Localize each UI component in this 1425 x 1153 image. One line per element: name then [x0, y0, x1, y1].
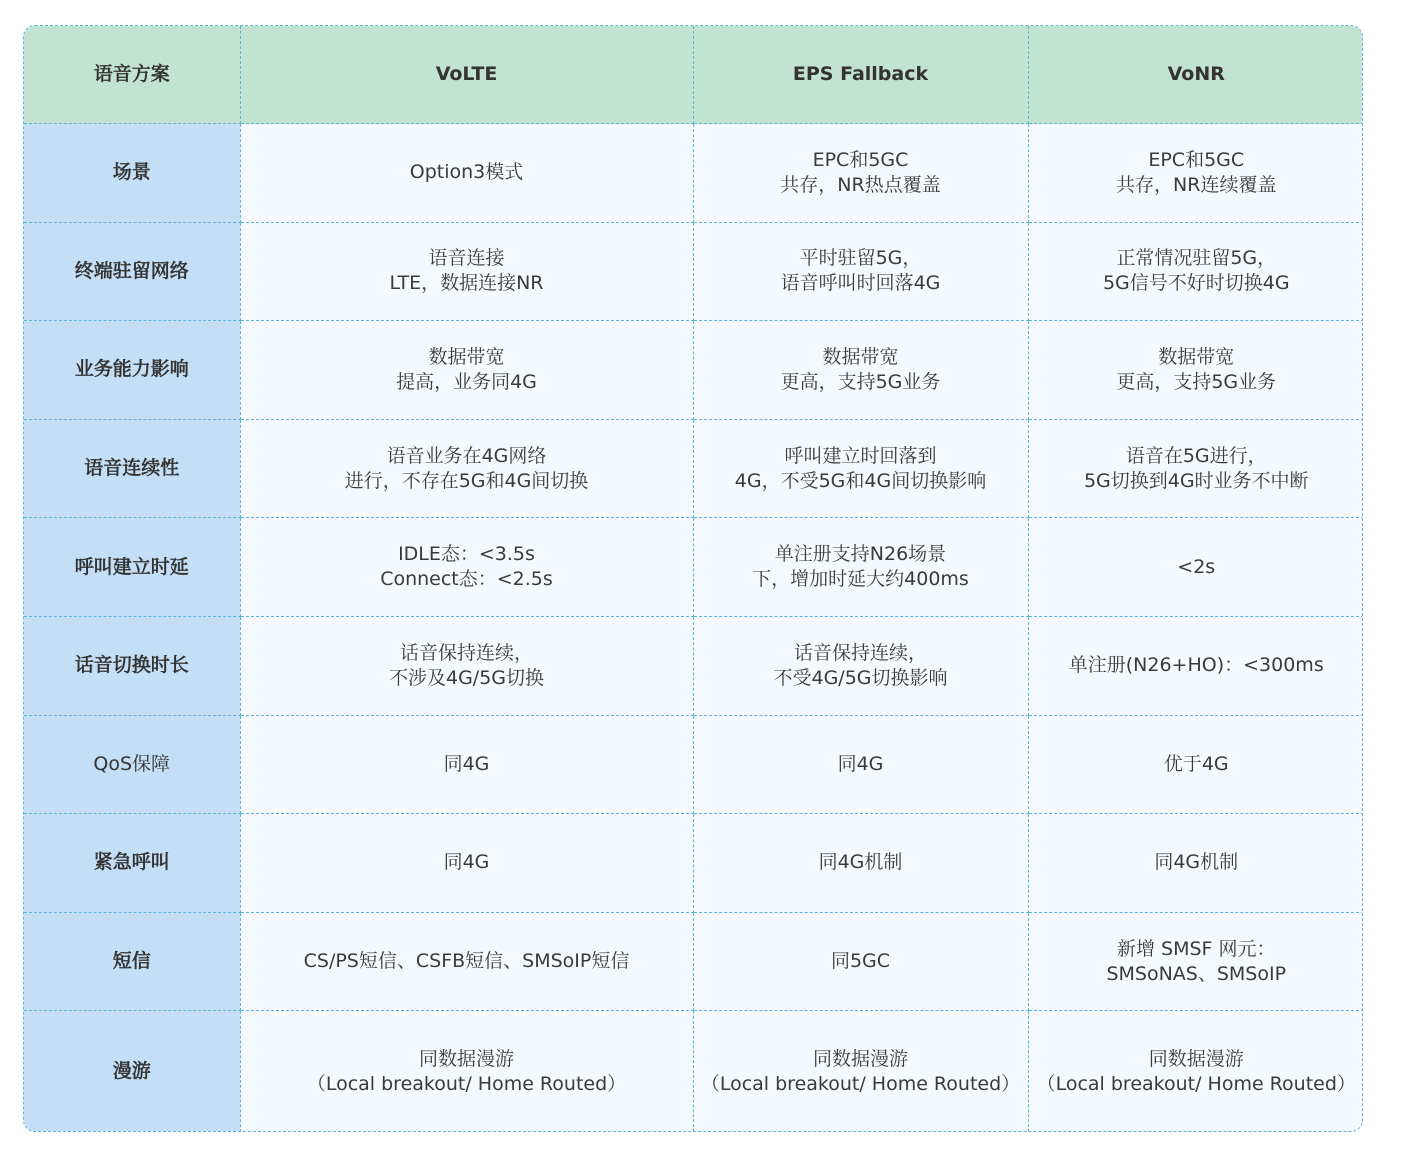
eps-fallback-cell: 同数据漫游 （Local breakout/ Home Routed）: [693, 1011, 1028, 1132]
vonr-cell: 正常情况驻留5G， 5G信号不好时切换4G: [1028, 222, 1363, 321]
eps-fallback-cell: 话音保持连续， 不受4G/5G切换影响: [693, 616, 1028, 715]
eps-fallback-cell: 单注册支持N26场景 下，增加时延大约400ms: [693, 518, 1028, 617]
row-label: 语音连续性: [24, 419, 240, 518]
vonr-cell: 新增 SMSF 网元： SMSoNAS、SMSoIP: [1028, 912, 1363, 1011]
eps-fallback-cell: EPC和5GC 共存，NR热点覆盖: [693, 124, 1028, 223]
row-label: 话音切换时长: [24, 616, 240, 715]
header-row: [24, 26, 1363, 124]
table-row: [24, 321, 1363, 420]
vonr-cell: 单注册(N26+HO)：<300ms: [1028, 616, 1363, 715]
volte-cell: 同数据漫游 （Local breakout/ Home Routed）: [240, 1011, 693, 1132]
header-cell-eps-fallback: EPS Fallback: [693, 26, 1028, 124]
eps-fallback-cell: 同4G机制: [693, 814, 1028, 913]
row-label: 漫游: [24, 1011, 240, 1132]
volte-cell: CS/PS短信、CSFB短信、SMSoIP短信: [240, 912, 693, 1011]
vonr-cell: <2s: [1028, 518, 1363, 617]
vonr-cell: 语音在5G进行， 5G切换到4G时业务不中断: [1028, 419, 1363, 518]
eps-fallback-cell: 同5GC: [693, 912, 1028, 1011]
table-row: [24, 1011, 1363, 1132]
table-row: [24, 814, 1363, 913]
header-cell-vonr: VoNR: [1028, 26, 1363, 124]
vonr-cell: 同4G机制: [1028, 814, 1363, 913]
eps-fallback-cell: 数据带宽 更高，支持5G业务: [693, 321, 1028, 420]
volte-cell: 同4G: [240, 814, 693, 913]
vonr-cell: EPC和5GC 共存，NR连续覆盖: [1028, 124, 1363, 223]
vonr-cell: 数据带宽 更高，支持5G业务: [1028, 321, 1363, 420]
table-row: [24, 518, 1363, 617]
table-row: [24, 419, 1363, 518]
volte-cell: 数据带宽 提高，业务同4G: [240, 321, 693, 420]
header-cell-solution: 语音方案: [24, 26, 240, 124]
volte-cell: IDLE态：<3.5s Connect态：<2.5s: [240, 518, 693, 617]
row-label: 紧急呼叫: [24, 814, 240, 913]
eps-fallback-cell: 呼叫建立时回落到 4G，不受5G和4G间切换影响: [693, 419, 1028, 518]
header-cell-volte: VoLTE: [240, 26, 693, 124]
volte-cell: Option3模式: [240, 124, 693, 223]
eps-fallback-cell: 平时驻留5G， 语音呼叫时回落4G: [693, 222, 1028, 321]
voice-solution-comparison-table: [24, 26, 1363, 1132]
volte-cell: 语音连接 LTE，数据连接NR: [240, 222, 693, 321]
volte-cell: 语音业务在4G网络 进行，不存在5G和4G间切换: [240, 419, 693, 518]
comparison-table-container: [23, 25, 1363, 1132]
row-label: 终端驻留网络: [24, 222, 240, 321]
vonr-cell: 优于4G: [1028, 715, 1363, 814]
table-row: [24, 912, 1363, 1011]
table-row: [24, 222, 1363, 321]
table-row: [24, 616, 1363, 715]
eps-fallback-cell: 同4G: [693, 715, 1028, 814]
table-row: [24, 124, 1363, 223]
row-label: QoS保障: [24, 715, 240, 814]
table-row: [24, 715, 1363, 814]
vonr-cell: 同数据漫游 （Local breakout/ Home Routed）: [1028, 1011, 1363, 1132]
row-label: 短信: [24, 912, 240, 1011]
volte-cell: 同4G: [240, 715, 693, 814]
row-label: 场景: [24, 124, 240, 223]
row-label: 业务能力影响: [24, 321, 240, 420]
volte-cell: 话音保持连续， 不涉及4G/5G切换: [240, 616, 693, 715]
row-label: 呼叫建立时延: [24, 518, 240, 617]
